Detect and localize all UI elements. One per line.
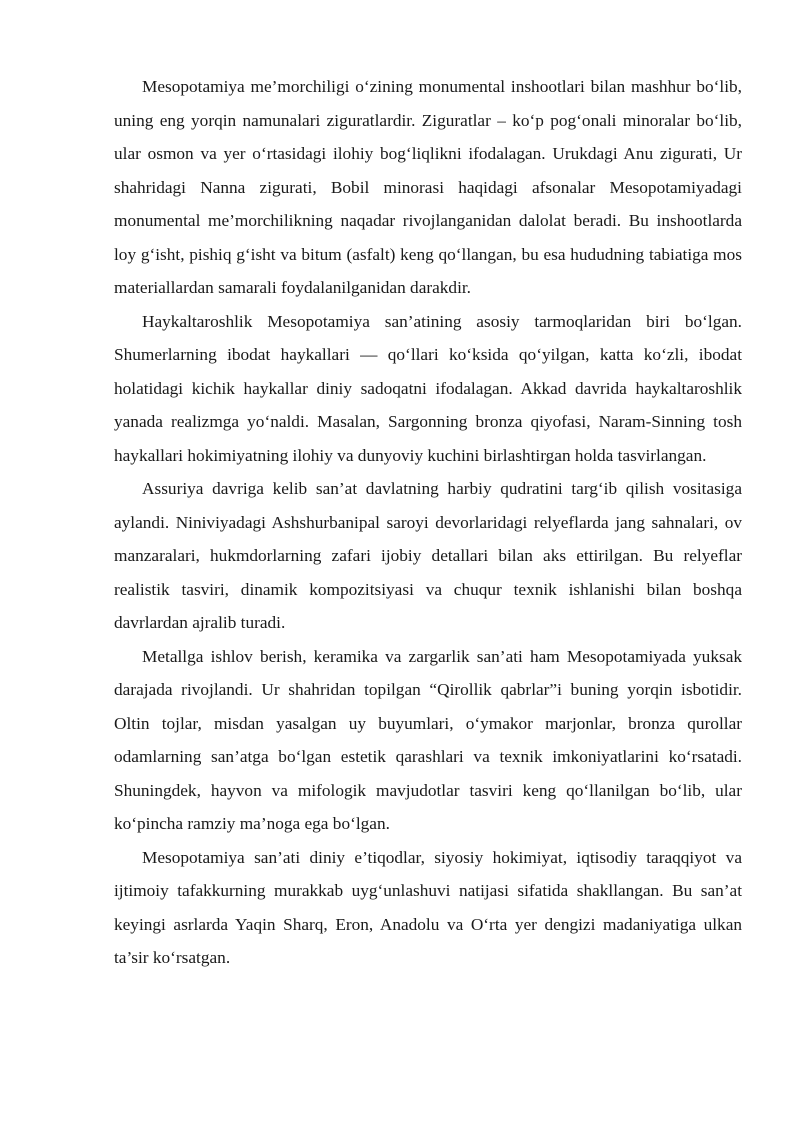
paragraph-sculpture: Haykaltaroshlik Mesopotamiya san’atining asosiy tarmoqlaridan biri bo‘lgan. Shumerlarning ibodat haykallari — qo‘llari ko‘ksida qo‘yilgan, katta ko‘zli, ibodat holatidagi kichik haykallar diniy sadoqatni ifodalagan. Akkad davrida haykaltaroshlik yanada realizmga yo‘naldi. Masalan, Sargonning bronza qiyofasi, Naram-Sinning tosh haykallari hokimiyatning ilohiy va dunyoviy kuchini birlashtirgan holda tasvirlangan. xyxy=(114,311,742,465)
paragraph-architecture: Mesopotamiya me’morchiligi o‘zining monumental inshootlari bilan mashhur bo‘lib, uning eng yorqin namunalari ziguratlardir. Ziguratlar – ko‘p pog‘onali minoralar bo‘lib, ular osmon va yer o‘rtasidagi ilohiy bog‘liqlikni ifodalagan. Urukdagi Anu zigurati, Ur shahridagi Nanna zigurati, Bobil minorasi haqidagi afsonalar Mesopotamiyadagi monumental me’morchilikning naqadar rivojlanganidan dalolat beradi. Bu inshootlarda loy g‘isht, pishiq g‘isht va bitum (asfalt) keng qo‘llangan, bu esa hududning tabiatiga mos materiallardan samarali foydalanilganidan darakdir. xyxy=(114,77,742,297)
paragraph-metalwork: Metallga ishlov berish, keramika va zargarlik san’ati ham Mesopotamiyada yuksak darajada rivojlandi. Ur shahridan topilgan “Qirollik qabrlar”i buning yorqin isbotidir. Oltin tojlar, misdan yasalgan uy buyumlari, o‘ymakor marjonlar, bronza qurollar odamlarning san’atga bo‘lgan estetik qarashlari va texnik imkoniyatlarini ko‘rsatadi. Shuningdek, hayvon va mifologik mavjudotlar tasviri keng qo‘llanilgan bo‘lib, ular ko‘pincha ramziy ma’noga ega bo‘lgan. xyxy=(114,646,742,833)
paragraph-assyrian-reliefs: Assuriya davriga kelib san’at davlatning harbiy qudratini targ‘ib qilish vositasiga aylandi. Niniviyadagi Ashshurbanipal saroyi devorlaridagi relyeflarda jang sahnalari, ov manzaralari, hukmdorlarning zafari ijobiy detallari bilan aks ettirilgan. Bu relyeflar realistik tasviri, dinamik kompozitsiyasi va chuqur texnik ishlanishi bilan boshqa davrlardan ajralib turadi. xyxy=(114,479,742,632)
document-page xyxy=(114,70,742,975)
paragraph-conclusion: Mesopotamiya san’ati diniy e’tiqodlar, siyosiy hokimiyat, iqtisodiy taraqqiyot va ijtimoiy tafakkurning murakkab uyg‘unlashuvi natijasi sifatida shakllangan. Bu san’at keyingi asrlarda Yaqin Sharq, Eron, Anadolu va O‘rta yer dengizi madaniyatiga ulkan ta’sir ko‘rsatgan. xyxy=(114,847,742,967)
